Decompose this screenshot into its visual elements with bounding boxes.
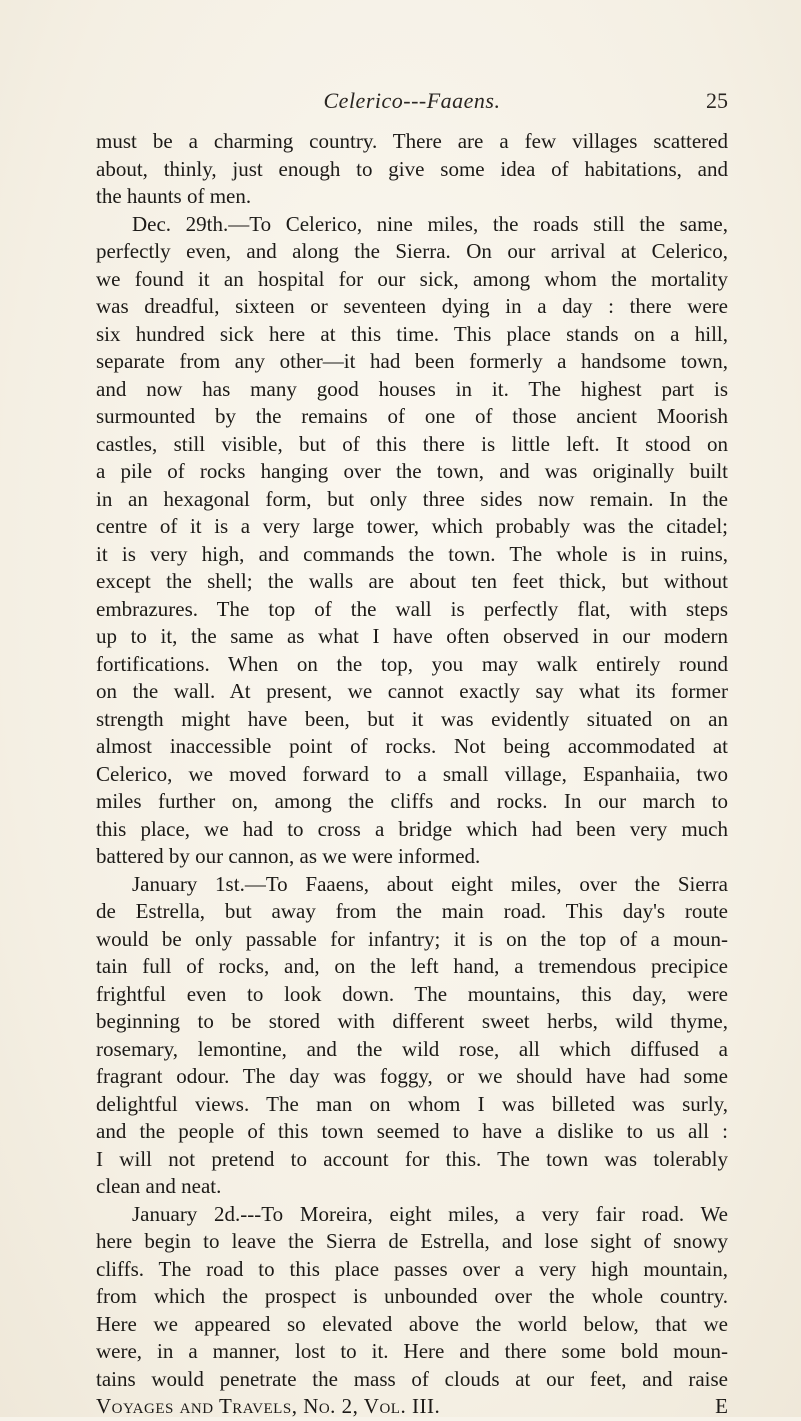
text-line: January 1st.—To Faaens, about eight miles, over the Sierra: [132, 871, 728, 896]
running-head: [96, 88, 728, 118]
page-number: 25: [706, 88, 728, 113]
text-line: clean and neat.: [96, 1174, 222, 1198]
body-text: [96, 128, 728, 1421]
text-line: Celerico, we moved forward to a small village, Espanhaiia, two: [96, 761, 728, 786]
text-line: must be a charming country. There are a few villages scattered: [96, 129, 728, 153]
text-line: surmounted by the remains of one of those ancient Moorish: [96, 404, 728, 428]
text-line: in an hexagonal form, but only three sides now remain. In the: [96, 486, 728, 511]
text-line: here begin to leave the Sierra de Estrella, and lose sight of snowy: [96, 1229, 728, 1253]
text-line: separate from any other—it had been formerly a handsome town,: [96, 349, 728, 373]
text-line: from which the prospect is unbounded over the whole country.: [96, 1284, 728, 1308]
text-line: the haunts of men.: [96, 184, 252, 208]
text-line: almost inaccessible point of rocks. Not being accommodated at: [96, 734, 728, 758]
text-line: this place, we had to cross a bridge which had been very much: [96, 816, 728, 841]
text-line: tains would penetrate the mass of clouds at our feet, and raise: [96, 1366, 728, 1391]
text-line: January 2d.---To Moreira, eight miles, a very fair road. We: [132, 1201, 728, 1226]
text-line: were, in a manner, lost to it. Here and there some bold moun-: [96, 1339, 728, 1363]
text-line: fortifications. When on the top, you may walk entirely round: [96, 651, 728, 676]
text-line: castles, still visible, but of this there is little left. It stood on: [96, 431, 728, 456]
text-line: beginning to be stored with different sweet herbs, wild thyme,: [96, 1009, 728, 1033]
text-line: fragrant odour. The day was foggy, or we should have had some: [96, 1064, 728, 1088]
text-line: would be only passable for infantry; it is on the top of a moun-: [96, 926, 728, 951]
text-line: Dec. 29th.—To Celerico, nine miles, the roads still the same,: [132, 211, 728, 236]
text-line: we found it an hospital for our sick, among whom the mortality: [96, 266, 728, 291]
text-line: about, thinly, just enough to give some idea of habitations, and: [96, 156, 728, 181]
text-line: strength might have been, but it was evidently situated on an: [96, 706, 728, 731]
text-line: battered by our cannon, as we were informed.: [96, 844, 481, 868]
text-line: six hundred sick here at this time. This place stands on a hill,: [96, 321, 728, 346]
text-line: and the people of this town seemed to have a dislike to us all :: [96, 1119, 728, 1143]
signature-mark: E: [715, 1394, 728, 1418]
text-line: was dreadful, sixteen or seventeen dying in a day : there were: [96, 294, 728, 318]
text-line: up to it, the same as what I have often observed in our modern: [96, 624, 728, 648]
text-line: delightful views. The man on whom I was billeted was surly,: [96, 1091, 728, 1116]
text-line: perfectly even, and along the Sierra. On our arrival at Celerico,: [96, 239, 728, 263]
text-line: miles further on, among the cliffs and rocks. In our march to: [96, 789, 728, 813]
text-line: de Estrella, but away from the main road. This day's route: [96, 899, 728, 923]
running-title: Celerico---Faaens.: [323, 88, 501, 113]
text-line: and now has many good houses in it. The highest part is: [96, 376, 728, 401]
text-line: frightful even to look down. The mountains, this day, were: [96, 981, 728, 1006]
page-footer: [96, 1393, 728, 1421]
text-line: I will not pretend to account for this. The town was tolerably: [96, 1146, 728, 1171]
text-line: Here we appeared so elevated above the world below, that we: [96, 1311, 728, 1336]
text-line: on the wall. At present, we cannot exactly say what its former: [96, 679, 728, 703]
text-line: embrazures. The top of the wall is perfectly flat, with steps: [96, 596, 728, 621]
publication-line: Voyages and Travels, No. 2, Vol. III.: [96, 1394, 441, 1418]
text-line: rosemary, lemontine, and the wild rose, all which diffused a: [96, 1036, 728, 1061]
text-line: centre of it is a very large tower, which probably was the citadel;: [96, 514, 728, 538]
text-line: a pile of rocks hanging over the town, and was originally built: [96, 459, 728, 483]
text-line: cliffs. The road to this place passes over a very high mountain,: [96, 1256, 728, 1281]
text-line: except the shell; the walls are about ten feet thick, but without: [96, 569, 728, 593]
text-line: it is very high, and commands the town. The whole is in ruins,: [96, 541, 728, 566]
text-line: tain full of rocks, and, on the left hand, a tremendous precipice: [96, 954, 728, 978]
